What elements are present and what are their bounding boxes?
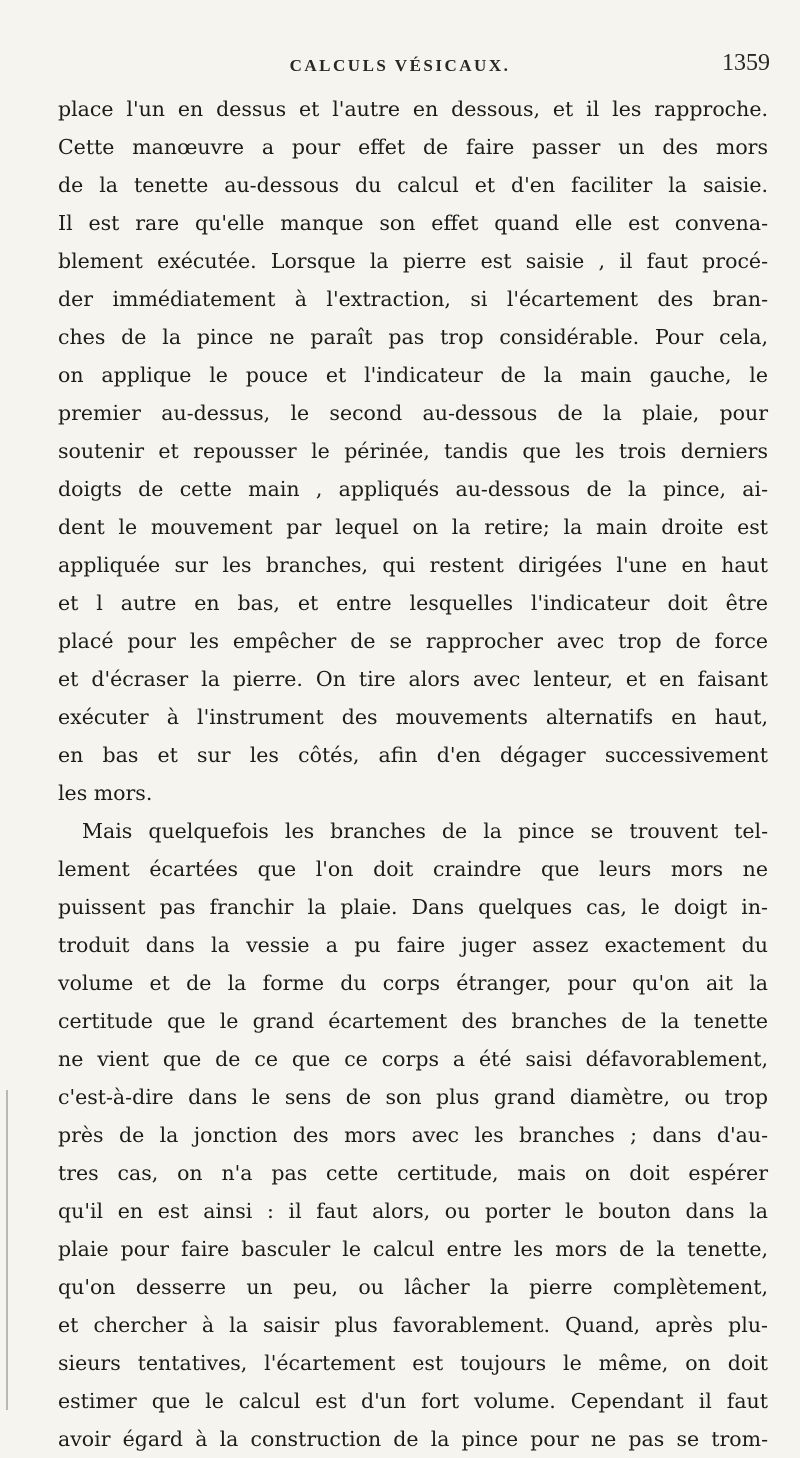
paragraph-last-line: les mors.: [58, 781, 153, 805]
page-number: 1359: [722, 50, 770, 76]
text-line: dent le mouvement par lequel on la retire; la main droite est: [58, 515, 768, 539]
text-line: tres cas, on n'a pas cette certitude, mais on doit espérer: [58, 1161, 768, 1185]
text-line: avoir égard à la construction de la pince pour ne pas se trom-: [58, 1427, 768, 1451]
text-line: Cette manœuvre a pour effet de faire passer un des mors: [58, 135, 768, 159]
body-text: [58, 90, 768, 1458]
text-line: estimer que le calcul est d'un fort volume. Cependant il faut: [58, 1389, 768, 1413]
text-line: de la tenette au-dessous du calcul et d'en faciliter la saisie.: [58, 173, 768, 197]
text-line: sieurs tentatives, l'écartement est toujours le même, on doit: [58, 1351, 768, 1375]
text-line: plaie pour faire basculer le calcul entre les mors de la tenette,: [58, 1237, 768, 1261]
text-line: exécuter à l'instrument des mouvements alternatifs en haut,: [58, 705, 768, 729]
text-line: qu'on desserre un peu, ou lâcher la pierre complètement,: [58, 1275, 768, 1299]
running-title: CALCULS VÉSICAUX.: [289, 56, 511, 75]
text-line: place l'un en dessus et l'autre en dessous, et il les rapproche.: [58, 97, 768, 121]
text-line: placé pour les empêcher de se rapprocher avec trop de force: [58, 629, 768, 653]
text-line: troduit dans la vessie a pu faire juger assez exactement du: [58, 933, 768, 957]
text-line: soutenir et repousser le périnée, tandis que les trois derniers: [58, 439, 768, 463]
text-line: ches de la pince ne paraît pas trop considérable. Pour cela,: [58, 325, 768, 349]
text-line: c'est-à-dire dans le sens de son plus grand diamètre, ou trop: [58, 1085, 768, 1109]
text-line: appliquée sur les branches, qui restent dirigées l'une en haut: [58, 553, 768, 577]
text-line: doigts de cette main , appliqués au-dessous de la pince, ai-: [58, 477, 768, 501]
text-line: volume et de la forme du corps étranger, pour qu'on ait la: [58, 971, 768, 995]
text-line: et d'écraser la pierre. On tire alors avec lenteur, et en faisant: [58, 667, 768, 691]
text-line: der immédiatement à l'extraction, si l'écartement des bran-: [58, 287, 768, 311]
text-line: et chercher à la saisir plus favorablement. Quand, après plu-: [58, 1313, 768, 1337]
paragraph-first-line: Mais quelquefois les branches de la pince se trouvent tel-: [82, 819, 768, 843]
running-head: [0, 50, 800, 90]
text-line: lement écartées que l'on doit craindre que leurs mors ne: [58, 857, 768, 881]
text-line: blement exécutée. Lorsque la pierre est saisie , il faut procé-: [58, 249, 768, 273]
text-line: qu'il en est ainsi : il faut alors, ou porter le bouton dans la: [58, 1199, 768, 1223]
text-line: ne vient que de ce que ce corps a été saisi défavorablement,: [58, 1047, 768, 1071]
text-line: Il est rare qu'elle manque son effet quand elle est convena-: [58, 211, 768, 235]
text-line: certitude que le grand écartement des branches de la tenette: [58, 1009, 768, 1033]
gutter-shadow: [6, 1090, 8, 1410]
text-line: et l autre en bas, et entre lesquelles l'indicateur doit être: [58, 591, 768, 615]
text-line: on applique le pouce et l'indicateur de la main gauche, le: [58, 363, 768, 387]
text-line: en bas et sur les côtés, afin d'en dégager successivement: [58, 743, 768, 767]
text-line: premier au-dessus, le second au-dessous de la plaie, pour: [58, 401, 768, 425]
text-line: près de la jonction des mors avec les branches ; dans d'au-: [58, 1123, 768, 1147]
text-line: puissent pas franchir la plaie. Dans quelques cas, le doigt in-: [58, 895, 768, 919]
